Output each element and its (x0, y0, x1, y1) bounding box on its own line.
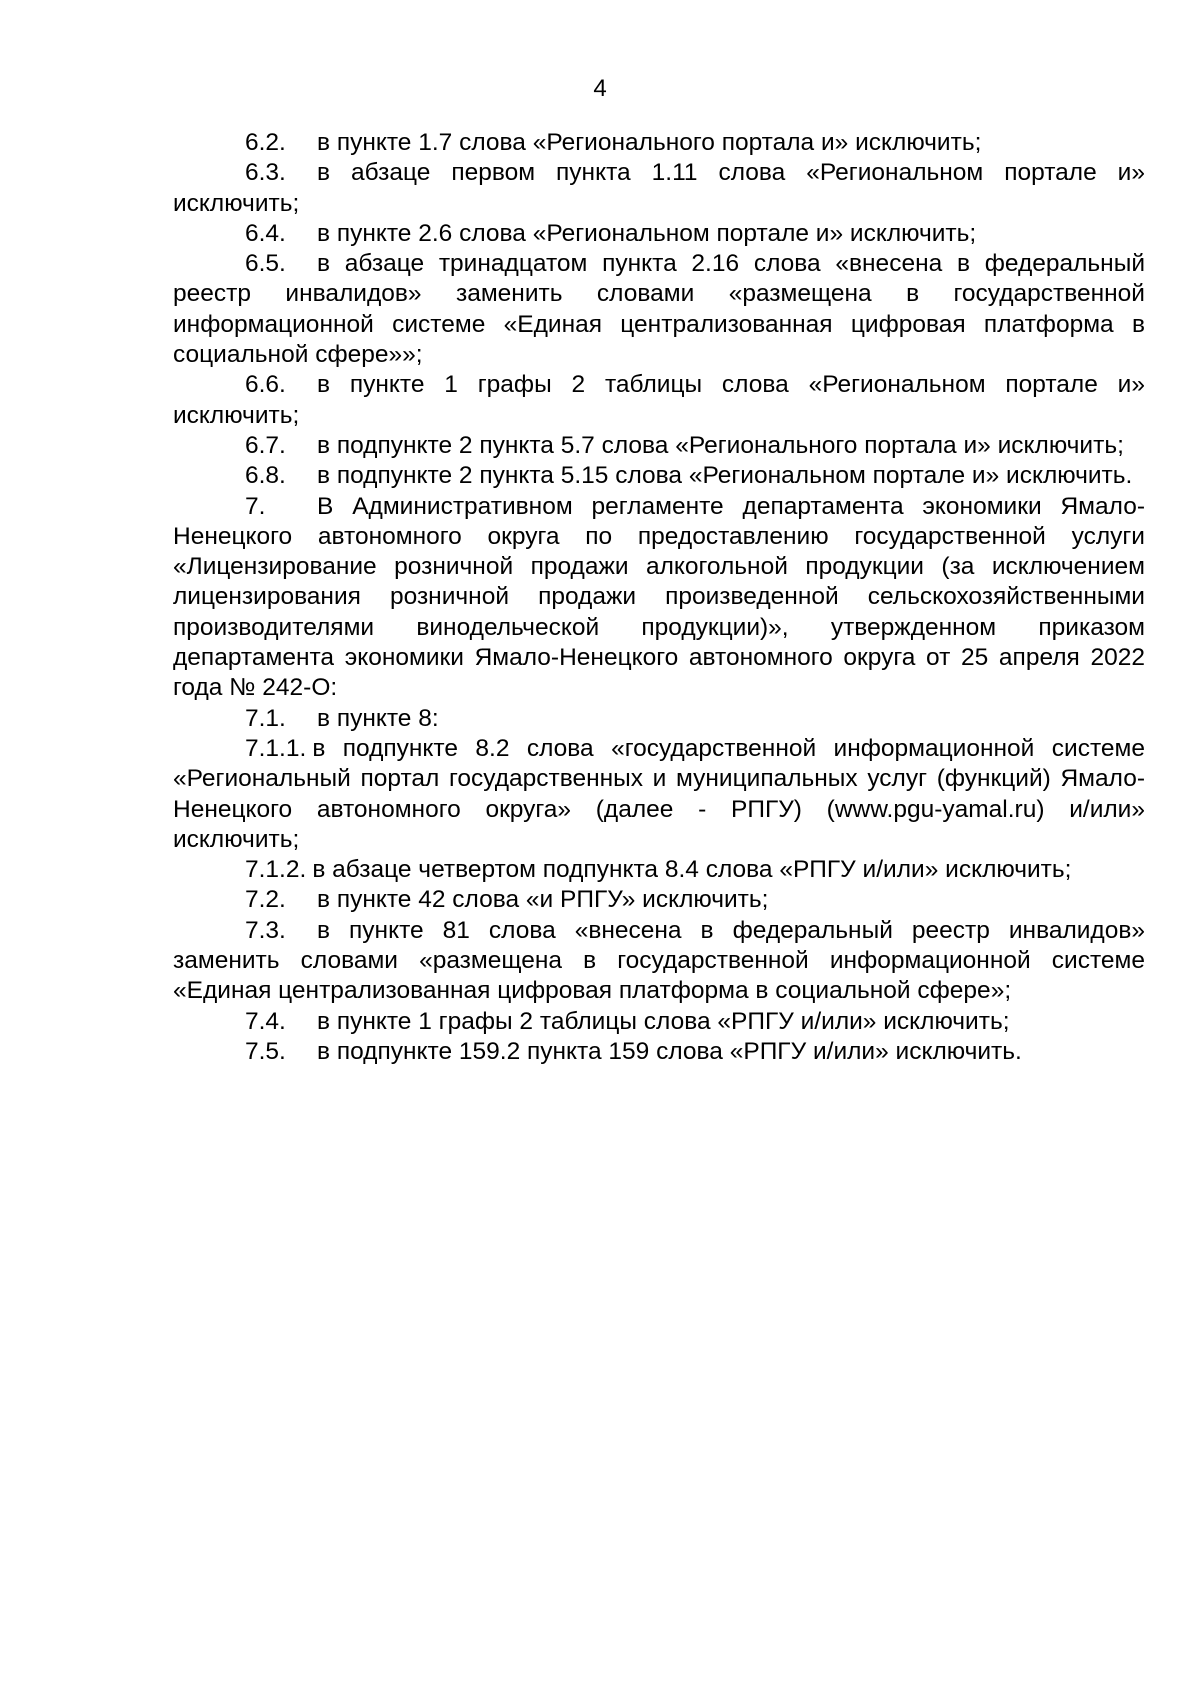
paragraph-text: в пункте 1 графы 2 таблицы слова «Региональном портале и» исключить; (173, 371, 1145, 429)
paragraph-text: в пункте 1.7 слова «Регионального портала и» исключить; (317, 129, 982, 156)
paragraph-number: 6.8. (245, 462, 286, 490)
paragraph-6-7 (173, 431, 1145, 461)
paragraph-text: в пункте 1 графы 2 таблицы слова «РПГУ и/или» исключить; (317, 1007, 1010, 1035)
paragraph-number: 6.4. (245, 219, 286, 247)
paragraph-text: в абзаце четвертом подпункта 8.4 слова «РПГУ и/или» исключить; (312, 856, 1072, 884)
paragraph-text: в абзаце тринадцатом пункта 2.16 слова «внесена в федеральный реестр инвалидов» заменить словами «размещена в государственной информационной системе «Единая централизованная цифровая платформа в социальной сфере»»; (173, 250, 1145, 369)
paragraph-number: 6.7. (245, 431, 286, 459)
paragraph-text: в подпункте 159.2 пункта 159 слова «РПГУ и/или» исключить. (317, 1037, 1022, 1065)
paragraph-number: 6.5. (245, 250, 286, 278)
paragraph-text: в пункте 42 слова «и РПГУ» исключить; (317, 886, 769, 914)
paragraph-7-1-2 (173, 855, 1145, 885)
paragraph-number: 7.1. (245, 704, 286, 732)
paragraph-7-4 (173, 1007, 1145, 1037)
paragraph-6-6 (173, 370, 1145, 431)
page-number: 4 (593, 75, 607, 102)
paragraph-number: 6.6. (245, 371, 286, 399)
paragraph-text: в подпункте 2 пункта 5.7 слова «Регионального портала и» исключить; (317, 431, 1124, 459)
paragraph-number: 6.3. (245, 159, 286, 187)
paragraph-7-1-1 (173, 734, 1145, 855)
paragraph-number: 7.2. (245, 886, 286, 914)
paragraph-7-2 (173, 885, 1145, 915)
paragraph-text: в подпункте 2 пункта 5.15 слова «Региональном портале и» исключить. (317, 462, 1133, 490)
paragraph-6-8 (173, 461, 1145, 491)
paragraph-7-3 (173, 916, 1145, 1007)
paragraph-number: 7. (245, 492, 266, 520)
paragraph-text: в пункте 2.6 слова «Региональном портале и» исключить; (317, 219, 977, 247)
paragraph-number: 7.4. (245, 1007, 286, 1035)
paragraph-6-3 (173, 158, 1145, 219)
paragraph-6-4 (173, 219, 1145, 249)
paragraph-number: 7.1.1. (245, 734, 307, 762)
paragraph-text: в подпункте 8.2 слова «государственной информационной системе «Региональный портал государственных и муниципальных услуг (функций) Ямало-Ненецкого автономного округа» (далее - РПГУ) (www.pgu-yamal.ru) и/или» исключить; (173, 734, 1145, 853)
paragraph-7-5 (173, 1037, 1145, 1067)
paragraph-text: в пункте 8: (317, 704, 439, 732)
paragraph-6-5 (173, 249, 1145, 370)
paragraph-7-1 (173, 704, 1145, 734)
paragraph-7 (173, 492, 1145, 704)
paragraph-text: В Административном регламенте департамента экономики Ямало-Ненецкого автономного округа по предоставлению государственной услуги «Лицензирование розничной продажи алкогольной продукции (за исключением лицензирования розничной продажи произведенной сельскохозяйственными производителями винодельческой продукции)», утвержденном приказом департамента экономики Ямало-Ненецкого автономного округа от 25 апреля 2022 года № 242-О: (173, 492, 1145, 702)
paragraph-text: в пункте 81 слова «внесена в федеральный реестр инвалидов» заменить словами «размещена в государственной информационной системе «Единая централизованная цифровая платформа в социальной сфере»; (173, 916, 1145, 1005)
paragraph-number: 7.1.2. (245, 856, 307, 884)
paragraph-number: 6.2. (245, 129, 286, 156)
paragraph-number: 7.3. (245, 916, 286, 944)
paragraph-6-2 (173, 128, 1145, 158)
paragraph-text: в абзаце первом пункта 1.11 слова «Региональном портале и» исключить; (173, 159, 1145, 217)
paragraph-number: 7.5. (245, 1037, 286, 1065)
document-body (173, 128, 1145, 1067)
